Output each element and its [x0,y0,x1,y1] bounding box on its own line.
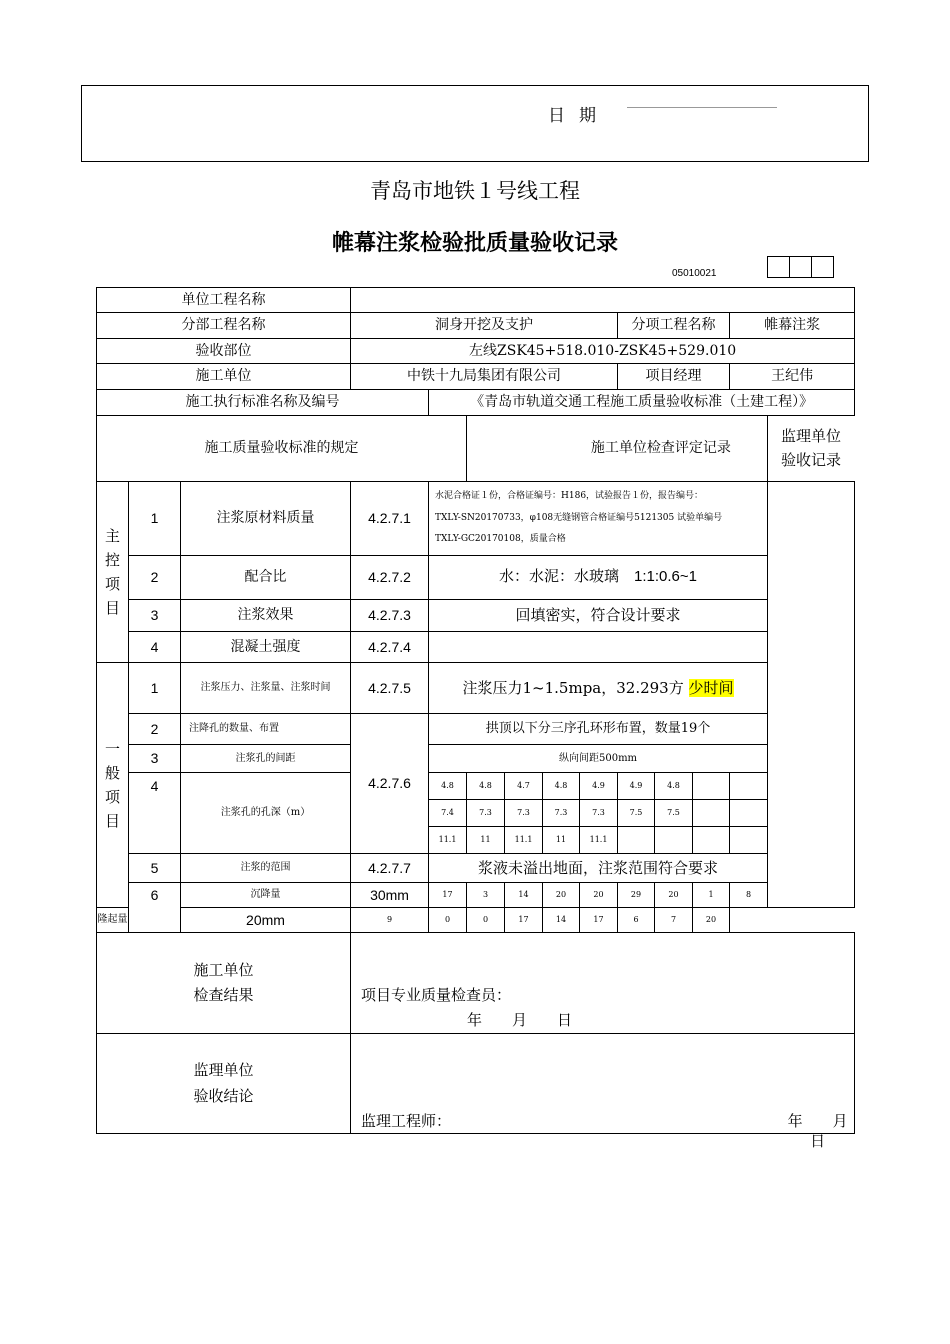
main-control-row-4 [97,632,855,663]
info-row-division [97,313,855,339]
depth-cell: 11.1 [580,827,618,854]
manager-label: 项目经理 [618,364,730,390]
inspector-signature: 项目专业质量检查员： [361,986,512,1004]
depth-cell: 7.3 [580,800,618,827]
rise-cell: 9 [351,908,429,933]
item-name: 配合比 [181,556,351,600]
general-row-5 [97,854,855,883]
settlement-cell: 8 [730,883,768,908]
settlement-label: 沉降量 [181,883,351,908]
rise-cell: 14 [543,908,580,933]
depth-cell: 4.8 [467,773,505,800]
contractor-result-row [97,933,855,1034]
rise-cell: 6 [618,908,655,933]
info-row-contractor [97,364,855,390]
settlement-row [97,883,855,908]
contractor-date: 年 月 日 [467,1011,573,1029]
subitem-label: 分项工程名称 [618,313,730,339]
contractor-result-area[interactable] [351,933,855,1034]
depth-cell: 7.4 [429,800,467,827]
standard-value: 《青岛市轨道交通工程施工质量验收标准（土建工程）》 [429,390,855,416]
item-no: 4 [129,632,181,663]
item-code: 4.2.7.5 [351,663,429,714]
rise-cell: 17 [580,908,618,933]
serial-boxes [768,256,834,278]
main-control-row-2 [97,556,855,600]
general-row-3 [97,745,855,773]
main-control-row-1 [97,482,855,556]
settlement-cell: 29 [618,883,655,908]
division-value: 洞身开挖及支护 [351,313,618,339]
item-code: 4.2.7.7 [351,854,429,883]
rise-limit: 20mm [181,908,351,933]
location-value: 左线ZSK45+518.010-ZSK45+529.010 [351,339,855,364]
item-no: 3 [129,745,181,773]
column-header-row [97,416,855,482]
depth-cell [618,827,655,854]
depth-cell: 7.3 [505,800,543,827]
item-name: 注浆原材料质量 [181,482,351,556]
item-no: 4 [129,773,181,854]
rise-label: 隆起量 [97,908,129,933]
depth-cell: 11 [467,827,505,854]
item-name: 注降孔的数量、布置 [181,714,351,745]
depth-cell: 4.8 [429,773,467,800]
spec-column-header: 施工质量验收标准的规定 [97,416,467,482]
supervisor-column-header: 监理单位验收记录 [767,415,854,481]
material-record: 水泥合格证１份，合格证编号：H186，试验报告１份，报告编号： TXLY-SN20170733，φ108无缝钢管合格证编号5121305 试验单编号 TXLY-GC20170108，质量合格 [429,482,768,556]
depth-cell [730,827,768,854]
info-row-unit [97,288,855,313]
date-label: 日期 [548,106,610,126]
spacing-record: 纵向间距500mm [429,745,768,773]
rise-cell: 0 [467,908,505,933]
form-title: 帷幕注浆检验批质量验收记录 [331,231,618,256]
effect-record: 回填密实，符合设计要求 [429,600,768,632]
settlement-cell: 20 [580,883,618,908]
holes-record: 拱顶以下分三序孔环形布置，数量19个 [429,714,768,745]
rise-row [97,908,855,933]
contractor-value: 中铁十九局集团有限公司 [351,364,618,390]
unit-project-label: 单位工程名称 [97,288,351,313]
supervisor-result-area[interactable] [351,1034,878,1151]
item-name: 注浆孔的间距 [181,745,351,773]
depth-cell [730,773,768,800]
rise-cell: 0 [429,908,467,933]
settlement-cell: 20 [655,883,693,908]
general-row-2 [97,714,855,745]
depth-cell: 11.1 [429,827,467,854]
range-record: 浆液未溢出地面，注浆范围符合要求 [429,854,768,883]
item-code: 4.2.7.4 [351,632,429,663]
strength-record [429,632,768,663]
settlement-cell: 17 [429,883,467,908]
item-no: 2 [129,556,181,600]
contractor-result-label: 施工单位检查结果 [97,933,351,1034]
item-name: 注浆压力、注浆量、注浆时间 [181,663,351,714]
item-no: 1 [129,663,181,714]
settlement-cell: 1 [693,883,730,908]
main-control-row-3 [97,600,855,632]
item-name: 注浆效果 [181,600,351,632]
contractor-label: 施工单位 [97,364,351,390]
item-code-shared: 4.2.7.6 [351,714,429,854]
rise-cell: 17 [505,908,543,933]
info-row-location [97,339,855,364]
date-field[interactable] [627,107,777,108]
general-label: 一般项目 [97,663,129,908]
page-title: 青岛市地铁１号线工程 [370,179,580,203]
mix-ratio-record: 水：水泥：水玻璃 1:1:0.6~1 [429,556,768,600]
supervisor-result-row [97,1034,855,1134]
standard-label: 施工执行标准名称及编号 [97,390,429,416]
main-control-label: 主控项目 [97,482,129,663]
depth-cell [730,800,768,827]
item-code: 4.2.7.2 [351,556,429,600]
subitem-value: 帷幕注浆 [730,313,855,339]
item-no: 2 [129,714,181,745]
item-no: 5 [129,854,181,883]
item-no: 6 [129,883,181,933]
depth-cell: 7.3 [543,800,580,827]
general-row-1 [97,663,855,714]
depth-cell [693,800,730,827]
date-header-box [81,85,869,162]
depth-cell [693,773,730,800]
depth-cell [693,827,730,854]
depth-cell: 7.3 [467,800,505,827]
depth-cell: 4.8 [543,773,580,800]
location-label: 验收部位 [97,339,351,364]
item-name: 注浆孔的孔深（m） [181,773,351,854]
info-row-standard [97,390,855,416]
depth-cell: 7.5 [655,800,693,827]
depth-cell: 4.9 [580,773,618,800]
settlement-cell: 14 [505,883,543,908]
depth-cell: 4.9 [618,773,655,800]
form-code: 05010021 [672,268,717,279]
rise-cell: 20 [693,908,730,933]
depth-cell: 4.8 [655,773,693,800]
item-name: 注浆的范围 [181,854,351,883]
pressure-record: 注浆压力1~1.5mpa，32.293方 少时间 [429,663,768,714]
supervisor-column [768,482,855,908]
supervisor-result-label: 监理单位验收结论 [97,1034,351,1134]
item-no: 3 [129,600,181,632]
manager-value: 王纪伟 [730,364,855,390]
item-code: 4.2.7.1 [351,482,429,556]
unit-project-value [351,288,855,313]
engineer-signature: 监理工程师： [361,1112,452,1130]
depth-cell: 7.5 [618,800,655,827]
settlement-limit: 30mm [351,883,429,908]
item-name: 混凝土强度 [181,632,351,663]
division-label: 分部工程名称 [97,313,351,339]
item-code: 4.2.7.3 [351,600,429,632]
supervisor-date: 年 月 日 [787,1112,878,1151]
depth-cell: 11 [543,827,580,854]
highlighted-note: 少时间 [688,678,734,697]
record-column-header: 施工单位检查评定记录 [467,416,855,482]
settlement-cell: 20 [543,883,580,908]
rise-cell: 7 [655,908,693,933]
settlement-cell: 3 [467,883,505,908]
depth-cell [655,827,693,854]
depth-cell: 4.7 [505,773,543,800]
depth-row-1 [97,773,855,800]
depth-cell: 11.1 [505,827,543,854]
inspection-table [96,287,878,1151]
item-no: 1 [129,482,181,556]
